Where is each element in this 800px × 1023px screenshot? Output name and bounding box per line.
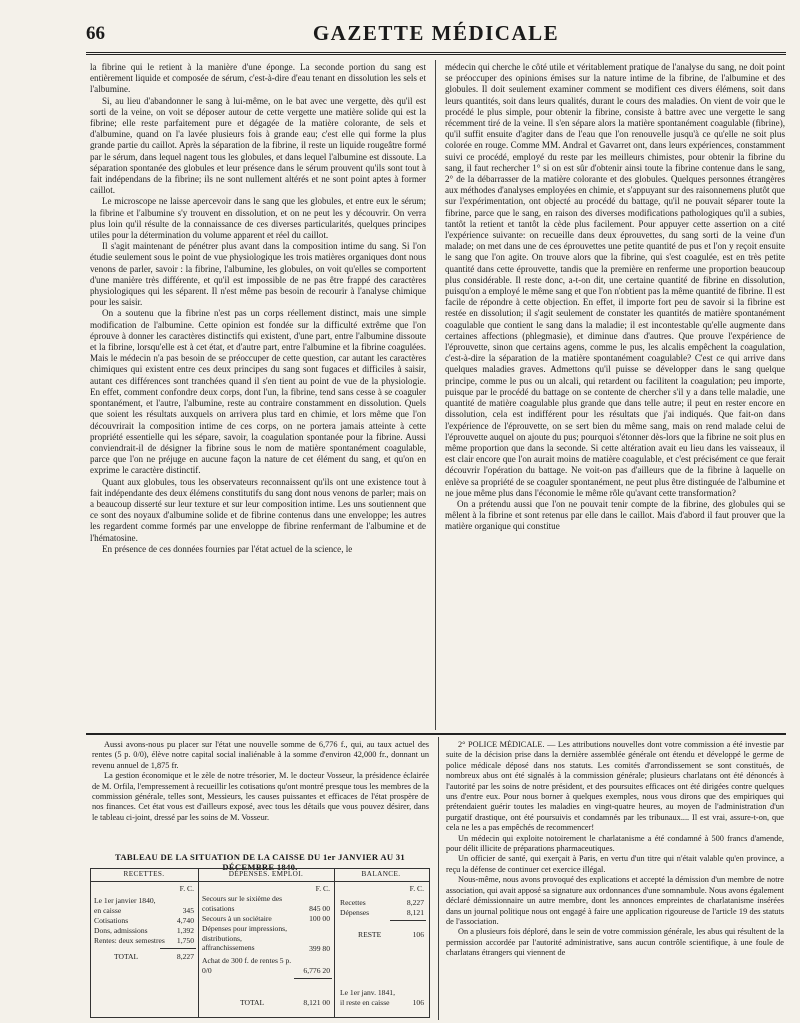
article-right-column: [445, 62, 785, 730]
article-left-column: [90, 62, 426, 730]
page-header: [86, 20, 786, 50]
total-rule: [390, 920, 426, 921]
unit-label: F. C.: [179, 884, 194, 893]
reste-amount: 106: [412, 930, 424, 939]
paragraph: Nous-même, nous avons provoqué des explications et accepté la démission d'un membre de notre association, qui avait apposé sa signature aux ordonnances d'une somnambule. Nous avons également déclaré démissionnaire un autre membre, dont les annonces empreintes de charlatanisme insérées dans un journal politique nous ont engagé à faire une application rigoureuse de l'article 19 des statuts de l'association.: [446, 875, 784, 926]
recette-label: Cotisations: [94, 916, 129, 925]
table-title: TABLEAU DE LA SITUATION DE LA CAISSE DU 1er JANVIER AU 31 DÉCEMBRE 1840.: [115, 852, 405, 872]
paragraph: Il s'agit maintenant de pénétrer plus avant dans la composition intime du sang. Si l'on étudie seulement sous le point de vue physiologique les trois matières organiques dont nous venons de parler, savoir : la fibrine, l'albumine, les globules, on voit qu'elles se comportent d'une manière très différente, et qu'il est impossible de ne pas être frappé des caractères physiologiques qui les séparent. Il n'est même pas besoin de recourir à l'analyse chimique pour les saisir.: [90, 241, 426, 308]
header-rule: [86, 52, 786, 55]
depense-amount: 100 00: [309, 914, 330, 923]
recette-amount: 1,392: [176, 926, 194, 935]
paragraph: On a soutenu que la fibrine n'est pas un corps réellement distinct, mais une simple modification de l'albumine. Cette opinion est fondée sur la difficulté extrême que l'on éprouve à donner les caractères distinctifs qui existent, d'une part, entre l'albumine dissoute et la fibrine, lorsqu'elle est à cet état, et d'autre part, entre l'albumine et la fibrine coagulées. Mais le médecin n'a pas besoin de se préoccuper de cette question, car autant les caractères chimiques qui existent entre ces deux principes du sang sont fugaces et difficiles à saisir, autant ces différences sont tranchées quand il s'en tient au point de vue de la physiologie. En effet, comment confondre deux corps, dont l'un, la fibrine, tend sans cesse à se coaguler spontanément, et l'autre, l'albumine, reste au contraire constamment en dissolution. Quels que soient les résultats auxquels on arrivera plus tard en chimie, et lors même que l'on découvrirait la composition intime de ces corps, on ne portera jamais atteinte à cette propriété essentielle qui les sépare, savoir, la coagulation spontanée pour la fibrine. Aussi conviendrait-il de désigner la fibrine sous le nom de matière spontanément coagulable, parce que l'on ne préjuge en aucune façon la nature de cet élément du sang, et qu'on en exprime le caractère distinctif.: [90, 308, 426, 476]
feuilleton-right: [446, 740, 784, 1020]
depense-amount: 6,776 20: [303, 966, 330, 975]
depense-label: Secours à un sociétaire: [202, 914, 272, 923]
paragraph: 2° POLICE MÉDICALE. — Les attributions nouvelles dont votre commission a été investie par suite de la décision prise dans la dernière assemblée générale ont étendu et développé le germe de police médicale déposé dans nos statuts. Les comités d'arrondissement se sont constitués, de nombreux abus ont été signalés à la commission générale; plusieurs charlatans ont été dénoncés à l'autorité par les soins de notre président, et des poursuites efficaces ont été dirigées contre quelques uns d'entre eux. Pour nous borner à quelques exemples, nous vous dirons que des empiriques qui prétendaient guérir toutes les maladies en vingt-quatre heures, au moyen de l'administration d'un purgatif drastique, ont été poursuivis et condamnés par les tribunaux.... Il est vrai, assure-t-on, que cela ne les a pas empêchés de recommencer!: [446, 740, 784, 833]
recette-label: Dons, admissions: [94, 926, 148, 935]
paragraph: Quant aux globules, tous les observateurs reconnaissent qu'ils ont une existence tout à fait indépendante des deux élémens constitutifs du sang dont nous venons de parler; mais on a beaucoup disserté sur leur texture et sur leur composition intime. Les uns soutiennent que ce sont des noyaux d'albumine solide et de fibrine contenus dans une enveloppe; les autres les regardent comme formés par une enveloppe de fibrine renfermant de l'albumine et de l'hématosine.: [90, 476, 426, 543]
recette-label: Le 1er janvier 1840, en caisse: [94, 896, 156, 915]
cash-situation-table: [90, 868, 430, 1018]
total-rule: [294, 978, 332, 979]
table-column-rule: [198, 868, 199, 1017]
depense-label: Secours sur le sixième des cotisations: [202, 894, 283, 913]
paragraph: En présence de ces données fournies par l'état actuel de la science, le: [102, 543, 353, 554]
recette-amount: 4,740: [176, 916, 194, 925]
recettes-total-label: TOTAL: [114, 952, 139, 961]
paragraph: Si, au lieu d'abandonner le sang à lui-même, on le bat avec une vergette, dès qu'il est sorti de la veine, on voit se déposer autour de cette vergette une matière solide qui est la fibrine; elle reste parfaitement pure et dégagée de la matière colorante, de sels et d'albumine, quand on l'a lavée plusieurs fois à grande eau; c'est elle qui forme la plus grande partie du caillot. Après la séparation de la fibrine, il reste un liquide rougeâtre formé par le sérum, dans lequel nagent tous les globules, et dans lequel l'albumine est dissoute. La séparation spontanée des globules et leur présence dans le sérum prouvent qu'ils sont tout à fait indépendans de la fibrine; ils ne sont nullement altérés et ne sont point aptes à former caillot.: [90, 95, 426, 196]
column-header-depenses: DÉPENSES. EMPLOI.: [228, 870, 304, 878]
table-column-rule: [334, 868, 335, 1017]
depenses-total-label: TOTAL: [240, 998, 265, 1007]
caisse-label: Le 1er janv. 1841, il reste en caisse: [340, 988, 395, 1007]
caisse-amount: 106: [412, 998, 424, 1007]
paragraph: Un médecin qui exploite notoirement le charlatanisme a été condamné à 500 francs d'amende, pour délit illicite de préparations pharmaceutiques.: [446, 833, 784, 854]
paragraph: la fibrine qui le retient à la manière d'une éponge. La seconde portion du sang est entièrement liquide et composée de sérum, c'est-à-dire d'eau tenant en dissolution les sels et l'albumine.: [90, 62, 426, 95]
column-header-balance: BALANCE.: [361, 870, 401, 878]
recette-label: Rentes: deux semestres: [94, 936, 165, 945]
column-header-recettes: RECETTES.: [123, 870, 165, 878]
depense-amount: 399 80: [309, 944, 330, 953]
depense-amount: 845 00: [309, 904, 330, 913]
paragraph: Un officier de santé, qui exerçait à Paris, en vertu d'un titre qui n'était valable qu'en province, a reçu la défense de continuer cet exercice illégal.: [446, 854, 784, 874]
depenses-total: 8,121 00: [303, 998, 330, 1007]
paragraph: La gestion économique et le zèle de notre trésorier, M. le docteur Vosseur, la présidence éclairée de M. Orfila, l'empressement à recueillir les cotisations qu'ont montré presque tous les membres de la commission générale, telles sont, Messieurs, les causes puissantes et efficaces de l'état prospère de nos finances. Cet état vous est d'ailleurs exposé, avec tous les détails que vous pouvez désirer, dans le tableau ci-joint, dressé par les soins de M. Vosseur.: [92, 771, 429, 822]
reste-label: RESTE: [358, 930, 382, 939]
paragraph: Aussi avons-nous pu placer sur l'état une nouvelle somme de 6,776 f., qui, au taux actuel des rentes (5 p. 0/0), élève notre capital social inaliénable à la somme d'environ 42,000 fr., donnant un revenu annuel de 1,875 fr.: [92, 740, 429, 770]
paragraph: On a plusieurs fois déploré, dans le sein de votre commission générale, les abus qui résultent de la permission accordée par l'autorité administrative, sans aucun contrôle scientifique, à une foule de charlatans étrangers qui viennent de: [446, 927, 784, 958]
journal-title: GAZETTE MÉDICALE: [312, 21, 560, 45]
recette-amount: 345: [182, 906, 194, 915]
feuilleton-left: [92, 740, 429, 850]
table-header-rule: [90, 881, 429, 882]
feuilleton-divider: [438, 737, 439, 1020]
depense-label: Dépenses pour impressions, distributions, affranchissemens: [202, 924, 287, 953]
depense-label: Achat de 300 f. de rentes 5 p. 0/0: [202, 956, 292, 975]
page-number: 66: [86, 23, 105, 44]
recette-amount: 1,750: [176, 936, 194, 945]
recettes-total: 8,227: [176, 952, 194, 961]
column-divider: [435, 60, 436, 730]
balance-label: Recettes: [340, 898, 366, 907]
balance-amount: 8,227: [406, 898, 424, 907]
unit-label: F. C.: [315, 884, 330, 893]
balance-label: Dépenses: [340, 908, 370, 917]
paragraph: On a prétendu aussi que l'on ne pouvait tenir compte de la fibrine, des globules qui se mêlent à la fibrine et sont retenus par elle dans le caillot. Mais d'abord il faut prouver que la matière organique qui constitue: [445, 498, 785, 532]
paragraph: Le microscope ne laisse apercevoir dans le sang que les globules, et entre eux le sérum; la fibrine et l'albumine s'y trouvent en dissolution, et on ne peut les y découvrir. On verra plus loin qu'il résulte de la connaissance de ces diverses particularités, quelques principes utiles pour la détermination du volume apparent et réel du caillot.: [90, 196, 426, 241]
feuilleton-rule: [86, 733, 786, 735]
paragraph: médecin qui cherche le côté utile et véritablement pratique de l'analyse du sang, ne doit point se préoccuper des opinions émises sur la nature intime de la fibrine, de l'albumine et des globules. Il doit seulement examiner comment se modifient ces divers élémens, soit dans leurs quantités, soit dans leurs qualités, durant le cours des maladies. On vient de voir que le procédé le plus simple, pour obtenir la fibrine, consiste à battre avec une vergette le sang récemment tiré de la veine. Il s'en sépare alors la matière spontanément coagulable (fibrine), qu'il suffit ensuite d'agiter dans de l'eau que l'on renouvelle jusqu'à ce qu'elle ne soit plus colorée en rouge. Comme MM. Andral et Gavarret ont, dans leurs expériences, constamment suivi ce procédé, employé du reste par les meilleurs chimistes, pour obtenir la fibrine du sang, il faut rechercher 1° si on est sûr d'obtenir ainsi toute la fibrine contenue dans le sang, 2° de la débarrasser de la matière colorante et des globules. Quelques personnes étrangères aux méthodes d'analyses employées en chimie, et s'appuyant sur des raisonnemens plutôt que sur l'expérimentation, ont objecté au procédé du battage, qu'il ne pouvait séparer toute la fibrine, parce que le sang, en raison des diverses modifications pathologiques qu'il a subies, tantôt la retient et tantôt la cède plus facilement. Pour appuyer cette assertion on a cité l'expérience suivante: on recueille dans deux éprouvettes, du sang sorti de la veine d'un malade; on met dans une de ces éprouvettes une petite quantité de pus et l'on y reçoit ensuite le sang que l'on agite. On trouve alors que la fibrine, qui s'est coagulée, est en très petite quantité dans cette éprouvette, tandis que la première en renferme une proportion beaucoup plus considérable. Il reste donc, a-t-on dit, une certaine quantité de fibrine en dissolution, puisqu'on a employé le même sang et que l'on n'obtient pas la même quantité de fibrine. Il est facile de répondre à cette objection. En effet, il importe fort peu de savoir si la fibrine est restée en dissolution; il s'agit seulement de constater les quantités de matière spontanément coagulable que contient le sang dans la maladie; il est incontestable qu'elle augmente dans certaines affections (phlegmasie), et diminue dans d'autres. Que prouve l'expérience de l'éprouvette, sinon que certains agens, comme le pus, les alcalis empêchent la coagulation, c'est-à-dire la séparation de la matière spontanément coagulable? C'est ce qui arrive dans quelques maladies graves. Admettons qu'il puisse se développer dans le sang quelque principe, comme le pus ou un alcali, qui retardent ou facilitent la coagulation; peu importe, puisque par le procédé du battage on se contente de chercher s'il y a dans telle maladie, une quantité de matière coagulable plus grande que dans telle autre; il peut en rester encore en dissolution, cela est indifférent pour les résultats que j'ai indiqués. Que fait-on dans l'expérience de l'éprouvette, on se sert bien du même sang, mais on rend malade celui de l'éprouvette auquel on ajoute du pus; pourquoi s'étonner dès-lors que la fibrine ne soit plus en même proportion que dans la seconde. Si cette altération avait eu lieu dans les vaisseaux, il est clair encore que l'on aurait moins de matière coagulable, et c'est précisément ce que ferait découvrir l'opération du battage. Ne voit-on pas d'ailleurs que de la fibrine à laquelle on enlève sa propriété de se coaguler spontanément, ne peut plus être distinguée de l'albumine et ne joue même plus dans l'économie le même rôle qu'avant cette transformation?: [445, 62, 785, 498]
total-rule: [160, 948, 196, 949]
balance-amount: 8,121: [406, 908, 424, 917]
unit-label: F. C.: [409, 884, 424, 893]
